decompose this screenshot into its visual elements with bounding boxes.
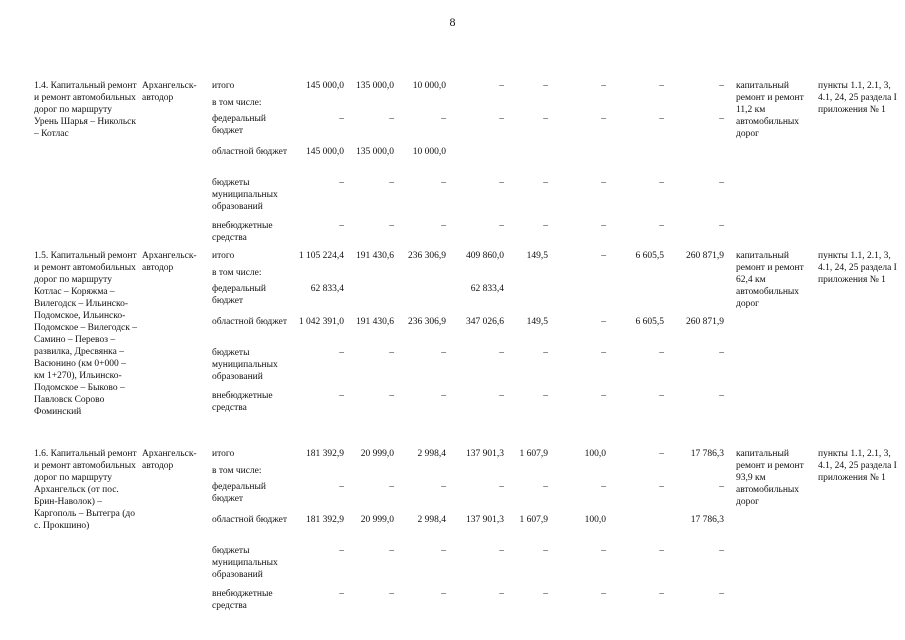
value-total: – (339, 348, 344, 358)
funding-source-label: бюджеты муниципальных образований (212, 348, 278, 382)
value-year-4: – (543, 178, 548, 188)
value-year-2: – (441, 391, 446, 401)
value-year-3: – (499, 482, 504, 492)
value-year-2: 236 306,9 (408, 317, 446, 327)
value-year-2: – (441, 221, 446, 231)
value-total: 1 105 224,4 (298, 251, 344, 261)
value-total: 181 392,9 (306, 449, 344, 459)
value-year-1: 191 430,6 (356, 317, 394, 327)
value-year-2: – (441, 178, 446, 188)
value-year-6: – (659, 348, 664, 358)
value-year-2: – (441, 546, 446, 556)
value-year-5: – (601, 114, 606, 124)
funding-source-label: бюджеты муниципальных образований (212, 178, 278, 212)
funding-source-label: итого (212, 81, 235, 91)
value-year-7: – (719, 546, 724, 556)
value-year-1: – (389, 114, 394, 124)
value-year-1: 20 999,0 (360, 449, 394, 459)
value-year-3: 347 026,6 (466, 317, 504, 327)
value-year-4: 149,5 (526, 251, 548, 261)
value-year-1: – (389, 546, 394, 556)
funding-source-label: бюджеты муниципальных образований (212, 546, 278, 580)
item-link: пункты 1.1, 2.1, 3, 4.1, 24, 25 раздела I приложения № 1 (818, 449, 897, 483)
value-year-5: – (601, 391, 606, 401)
value-year-1: 135 000,0 (356, 81, 394, 91)
value-year-7: – (719, 391, 724, 401)
value-year-6: – (659, 391, 664, 401)
value-total: 181 392,9 (306, 515, 344, 525)
value-year-3: – (499, 348, 504, 358)
value-year-4: – (543, 221, 548, 231)
value-year-7: – (719, 482, 724, 492)
funding-source-label: федеральный бюджет (212, 114, 266, 136)
value-year-2: – (441, 114, 446, 124)
value-year-4: 149,5 (526, 317, 548, 327)
value-year-4: – (543, 114, 548, 124)
funding-source-label: областной бюджет (212, 515, 288, 525)
value-year-1: 20 999,0 (360, 515, 394, 525)
funding-source-label: в том числе: (212, 98, 262, 108)
funding-source-label: внебюджетные средства (212, 589, 273, 611)
funding-source-label: итого (212, 449, 235, 459)
item-name: 1.6. Капитальный ремонт и ремонт автомобильных дорог по маршруту Архангельск (от пос. Брин-Наволок) – Каргополь – Вытегра (до с. Прокшино) (34, 449, 137, 531)
value-year-2: – (441, 348, 446, 358)
value-year-6: – (659, 449, 664, 459)
value-year-6: – (659, 546, 664, 556)
funding-source-label: в том числе: (212, 268, 262, 278)
value-total: – (339, 589, 344, 599)
value-year-4: – (543, 81, 548, 91)
value-year-2: 10 000,0 (412, 81, 446, 91)
funding-source-label: в том числе: (212, 466, 262, 476)
value-year-6: – (659, 482, 664, 492)
value-year-4: – (543, 546, 548, 556)
value-year-6: – (659, 114, 664, 124)
value-year-4: 1 607,9 (519, 515, 548, 525)
funding-source-label: внебюджетные средства (212, 391, 273, 413)
funding-source-label: областной бюджет (212, 317, 288, 327)
value-year-3: 137 901,3 (466, 449, 504, 459)
value-year-7: – (719, 589, 724, 599)
item-result: капитальный ремонт и ремонт 11,2 км автомобильных дорог (736, 81, 804, 139)
value-year-5: – (601, 482, 606, 492)
value-total: 62 833,4 (310, 284, 344, 294)
item-link: пункты 1.1, 2.1, 3, 4.1, 24, 25 раздела I приложения № 1 (818, 251, 897, 285)
item-result: капитальный ремонт и ремонт 62,4 км автомобильных дорог (736, 251, 804, 309)
value-total: 145 000,0 (306, 81, 344, 91)
page-number: 8 (449, 15, 456, 29)
value-year-2: – (441, 482, 446, 492)
value-total: – (339, 114, 344, 124)
value-year-7: – (719, 114, 724, 124)
value-year-1: 135 000,0 (356, 147, 394, 157)
value-year-6: – (659, 178, 664, 188)
value-year-6: – (659, 589, 664, 599)
item-executor: Архангельск-автодор (142, 81, 197, 103)
value-total: – (339, 221, 344, 231)
value-year-7: – (719, 81, 724, 91)
value-year-7: – (719, 221, 724, 231)
funding-source-label: федеральный бюджет (212, 482, 266, 504)
value-year-3: – (499, 221, 504, 231)
funding-source-label: внебюджетные средства (212, 221, 273, 243)
value-year-7: – (719, 348, 724, 358)
item-link: пункты 1.1, 2.1, 3, 4.1, 24, 25 раздела I приложения № 1 (818, 81, 897, 115)
item-executor: Архангельск-автодор (142, 251, 197, 273)
value-year-4: – (543, 391, 548, 401)
value-year-3: – (499, 391, 504, 401)
value-year-3: 137 901,3 (466, 515, 504, 525)
funding-source-label: областной бюджет (212, 147, 288, 157)
value-year-5: – (601, 589, 606, 599)
value-year-6: – (659, 81, 664, 91)
value-year-3: – (499, 114, 504, 124)
value-year-3: – (499, 546, 504, 556)
value-year-1: – (389, 348, 394, 358)
value-total: 145 000,0 (306, 147, 344, 157)
value-year-7: 260 871,9 (686, 251, 724, 261)
item-result: капитальный ремонт и ремонт 93,9 км автомобильных дорог (736, 449, 804, 507)
value-year-7: 260 871,9 (686, 317, 724, 327)
value-year-6: 6 605,5 (635, 317, 664, 327)
value-total: – (339, 178, 344, 188)
value-year-4: – (543, 589, 548, 599)
value-year-3: – (499, 589, 504, 599)
value-total: – (339, 391, 344, 401)
value-year-1: – (389, 589, 394, 599)
value-year-5: – (601, 178, 606, 188)
value-year-2: – (441, 589, 446, 599)
value-year-5: – (601, 251, 606, 261)
value-total: – (339, 546, 344, 556)
value-year-1: – (389, 178, 394, 188)
value-year-7: – (719, 178, 724, 188)
value-year-2: 2 998,4 (417, 515, 446, 525)
value-year-3: – (499, 178, 504, 188)
value-year-5: – (601, 317, 606, 327)
value-year-5: 100,0 (584, 449, 606, 459)
value-year-5: – (601, 546, 606, 556)
value-total: – (339, 482, 344, 492)
value-year-3: – (499, 81, 504, 91)
value-year-5: – (601, 221, 606, 231)
value-year-4: – (543, 348, 548, 358)
value-year-1: – (389, 482, 394, 492)
value-year-2: 236 306,9 (408, 251, 446, 261)
value-year-1: – (389, 391, 394, 401)
value-year-7: 17 786,3 (690, 515, 724, 525)
value-year-4: 1 607,9 (519, 449, 548, 459)
value-year-1: 191 430,6 (356, 251, 394, 261)
value-year-1: – (389, 221, 394, 231)
value-year-2: 2 998,4 (417, 449, 446, 459)
value-year-6: 6 605,5 (635, 251, 664, 261)
item-executor: Архангельск-автодор (142, 449, 197, 471)
value-year-2: 10 000,0 (412, 147, 446, 157)
value-year-3: 62 833,4 (470, 284, 504, 294)
value-year-5: – (601, 81, 606, 91)
value-year-3: 409 860,0 (466, 251, 504, 261)
item-name: 1.4. Капитальный ремонт и ремонт автомобильных дорог по маршруту Урень Шарья – Никольск – Котлас (34, 81, 137, 139)
value-year-7: 17 786,3 (690, 449, 724, 459)
item-name: 1.5. Капитальный ремонт и ремонт автомобильных дорог по маршруту Котлас – Коряжма – Вилегодск – Ильинско-Подомское, Ильинско-Подомское – Вилегодск – Самино – Перевоз – развилка, Дресвянка – Васюнино (км 0+000 – км 1+270), Ильинско-Подомское – Быково – Павловск Сорово Фоминский (34, 251, 137, 417)
value-total: 1 042 391,0 (298, 317, 344, 327)
value-year-5: – (601, 348, 606, 358)
funding-source-label: федеральный бюджет (212, 284, 266, 306)
value-year-6: – (659, 221, 664, 231)
value-year-5: 100,0 (584, 515, 606, 525)
funding-source-label: итого (212, 251, 235, 261)
value-year-4: – (543, 482, 548, 492)
